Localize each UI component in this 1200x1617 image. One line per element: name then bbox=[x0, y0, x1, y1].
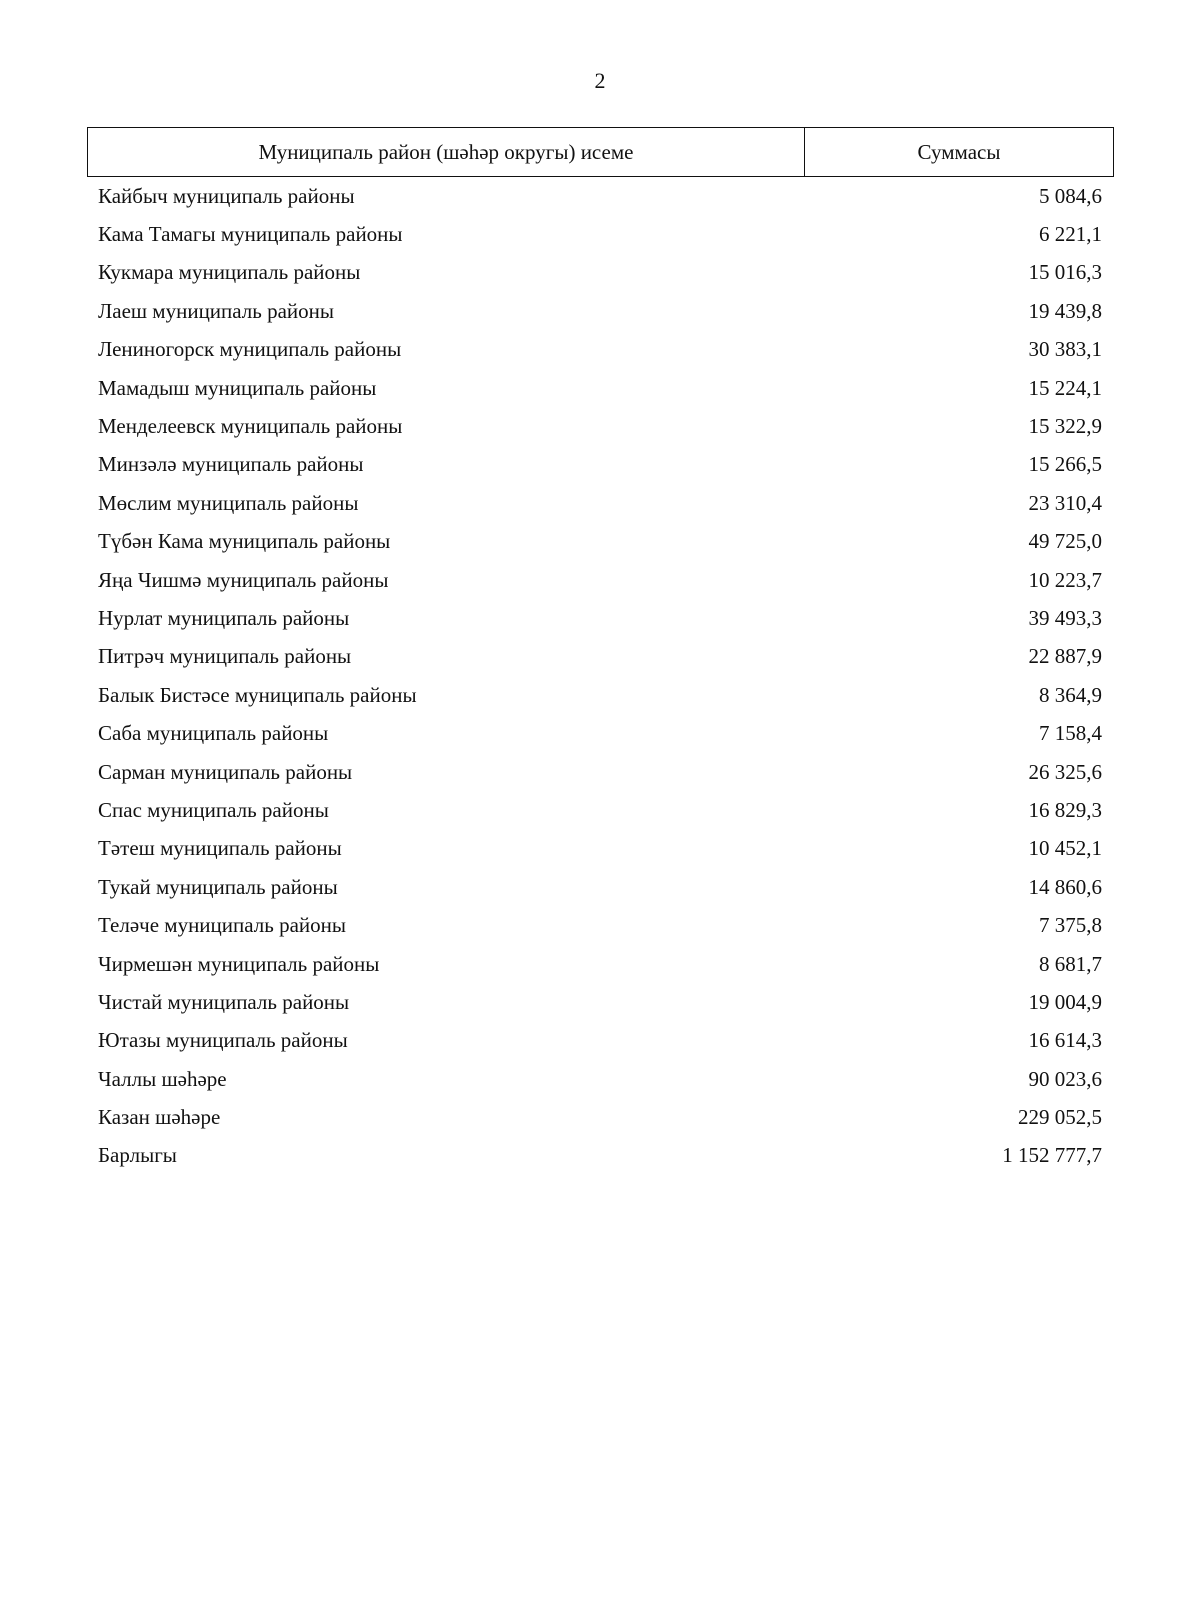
row-sum: 7 375,8 bbox=[1039, 913, 1102, 938]
row-sum: 39 493,3 bbox=[1028, 605, 1102, 630]
table-body bbox=[98, 177, 1102, 1175]
row-sum: 90 023,6 bbox=[1028, 1066, 1102, 1091]
row-name: Барлыгы bbox=[98, 1143, 177, 1168]
row-name: Тәтеш муниципаль районы bbox=[98, 836, 342, 861]
row-sum: 5 084,6 bbox=[1039, 183, 1102, 208]
row-name: Нурлат муниципаль районы bbox=[98, 605, 350, 630]
row-name: Лаеш муниципаль районы bbox=[98, 298, 335, 323]
row-name: Питрәч муниципаль районы bbox=[98, 644, 352, 669]
table-row bbox=[98, 638, 1102, 676]
row-sum: 10 452,1 bbox=[1028, 836, 1102, 861]
row-name: Кама Тамагы муниципаль районы bbox=[98, 222, 403, 247]
table-row bbox=[98, 868, 1102, 906]
table-row bbox=[98, 523, 1102, 561]
row-sum: 15 266,5 bbox=[1028, 452, 1102, 477]
table-row bbox=[98, 177, 1102, 215]
row-name: Саба муниципаль районы bbox=[98, 721, 329, 746]
row-name: Казан шәһәре bbox=[98, 1105, 221, 1130]
row-sum: 22 887,9 bbox=[1028, 644, 1102, 669]
table-header bbox=[87, 127, 1114, 177]
page-number: 2 bbox=[594, 68, 606, 93]
row-sum: 6 221,1 bbox=[1039, 222, 1102, 247]
row-sum: 26 325,6 bbox=[1028, 759, 1102, 784]
row-name: Ютазы муниципаль районы bbox=[98, 1028, 348, 1053]
table-row bbox=[98, 714, 1102, 752]
table-row bbox=[98, 983, 1102, 1021]
row-sum: 15 224,1 bbox=[1028, 375, 1102, 400]
row-sum: 229 052,5 bbox=[1018, 1105, 1102, 1130]
table-row bbox=[98, 446, 1102, 484]
row-name: Балык Бистәсе муниципаль районы bbox=[98, 682, 417, 707]
row-name: Теләче муниципаль районы bbox=[98, 913, 346, 938]
table-row bbox=[98, 254, 1102, 292]
row-sum: 16 614,3 bbox=[1028, 1028, 1102, 1053]
row-name: Сарман муниципаль районы bbox=[98, 759, 353, 784]
column-header-name: Муниципаль район (шәһәр округы) исеме bbox=[88, 128, 805, 176]
table-row bbox=[98, 292, 1102, 330]
row-name: Тукай муниципаль районы bbox=[98, 874, 338, 899]
row-sum: 23 310,4 bbox=[1028, 490, 1102, 515]
table-row bbox=[98, 484, 1102, 522]
row-sum: 7 158,4 bbox=[1039, 721, 1102, 746]
row-sum: 19 004,9 bbox=[1028, 989, 1102, 1014]
row-sum: 15 322,9 bbox=[1028, 414, 1102, 439]
table-row bbox=[98, 676, 1102, 714]
row-name: Минзәлә муниципаль районы bbox=[98, 452, 364, 477]
row-name: Спас муниципаль районы bbox=[98, 797, 329, 822]
table-row bbox=[98, 331, 1102, 369]
row-name: Мөслим муниципаль районы bbox=[98, 490, 359, 515]
column-header-sum: Суммасы bbox=[917, 139, 1001, 164]
table-row bbox=[98, 369, 1102, 407]
row-name: Менделеевск муниципаль районы bbox=[98, 414, 403, 439]
row-name: Кайбыч муниципаль районы bbox=[98, 183, 355, 208]
table-row bbox=[98, 599, 1102, 637]
row-name: Түбән Кама муниципаль районы bbox=[98, 529, 391, 554]
table-row bbox=[98, 791, 1102, 829]
row-sum: 14 860,6 bbox=[1028, 874, 1102, 899]
row-sum: 15 016,3 bbox=[1028, 260, 1102, 285]
table-row bbox=[98, 1022, 1102, 1060]
table-row bbox=[98, 1060, 1102, 1098]
row-sum: 49 725,0 bbox=[1028, 529, 1102, 554]
table-row bbox=[98, 753, 1102, 791]
table-row bbox=[98, 906, 1102, 944]
table-row bbox=[98, 407, 1102, 445]
row-sum: 10 223,7 bbox=[1028, 567, 1102, 592]
table-row bbox=[98, 945, 1102, 983]
row-sum: 16 829,3 bbox=[1028, 797, 1102, 822]
table-row bbox=[98, 561, 1102, 599]
row-sum: 8 681,7 bbox=[1039, 951, 1102, 976]
row-sum: 8 364,9 bbox=[1039, 682, 1102, 707]
row-name: Чирмешән муниципаль районы bbox=[98, 951, 380, 976]
row-name: Чаллы шәһәре bbox=[98, 1066, 227, 1091]
row-sum: 19 439,8 bbox=[1028, 298, 1102, 323]
table-row bbox=[98, 830, 1102, 868]
row-name: Чистай муниципаль районы bbox=[98, 989, 350, 1014]
row-name: Лениногорск муниципаль районы bbox=[98, 337, 402, 362]
row-name: Яңа Чишмә муниципаль районы bbox=[98, 567, 389, 592]
row-sum: 30 383,1 bbox=[1028, 337, 1102, 362]
table-row bbox=[98, 215, 1102, 253]
row-sum: 1 152 777,7 bbox=[1002, 1143, 1102, 1168]
row-name: Кукмара муниципаль районы bbox=[98, 260, 361, 285]
row-name: Мамадыш муниципаль районы bbox=[98, 375, 377, 400]
table-row bbox=[98, 1137, 1102, 1175]
table-row bbox=[98, 1098, 1102, 1136]
